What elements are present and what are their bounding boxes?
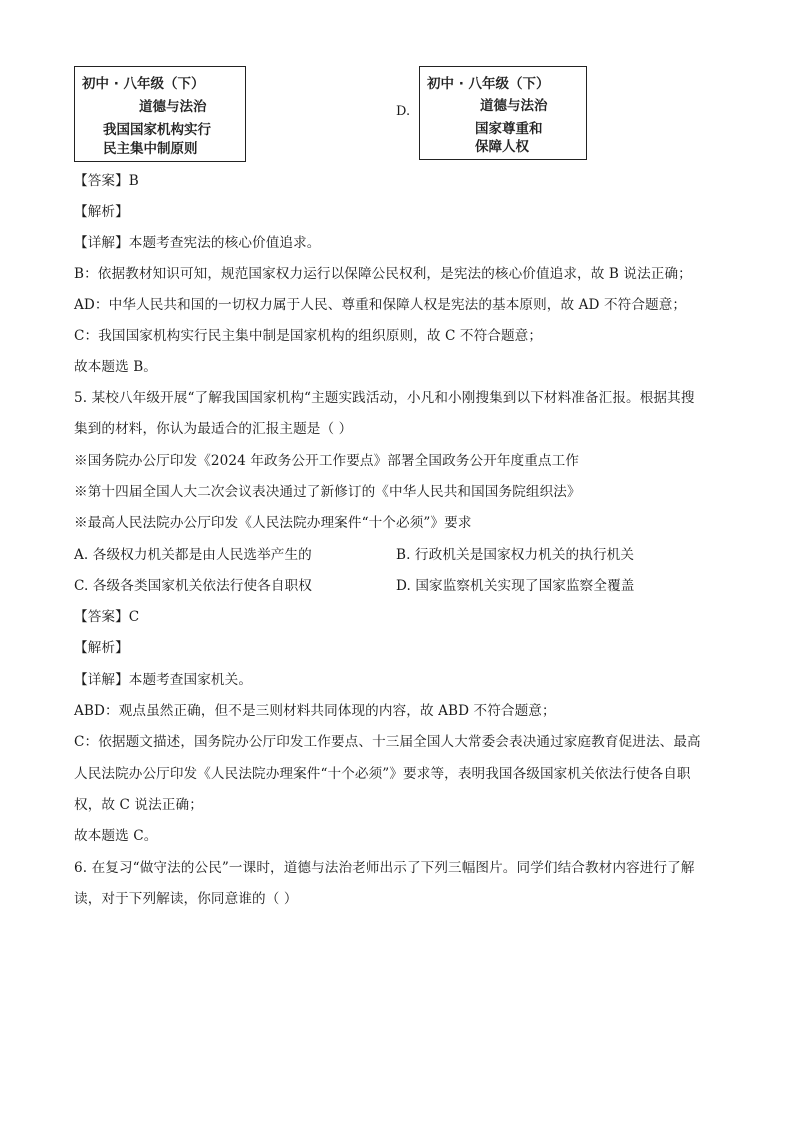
q5-stem-line1: 5. 某校八年级开展“了解我国国家机构“主题实践活动，小凡和小刚搜集到以下材料准备汇报。根据其搜 xyxy=(74,390,695,406)
q5-detail: 【详解】本题考查国家机关。 xyxy=(74,672,253,688)
card-topic-line1: 国家尊重和 xyxy=(475,121,543,137)
q5-explanation-c-line2: 人民法院办公厅印发《人民法院办理案件“十个必须”》要求等，表明我国各级国家机关依法行使各自职 xyxy=(74,766,691,782)
q5-explanation-c-line3: 权，故 C 说法正确； xyxy=(74,797,203,813)
card-topic-line2: 民主集中制原则 xyxy=(103,141,198,157)
q5-option-d: D. 国家监察机关实现了国家监察全覆盖 xyxy=(396,578,635,594)
q4-answer: 【答案】B xyxy=(74,173,139,189)
card-grade-label: 初中 · 八年级（下） xyxy=(82,76,205,92)
q5-option-c: C. 各级各类国家机关依法行使各自职权 xyxy=(74,578,312,594)
q4-explanation-c: C：我国国家机构实行民主集中制是国家机构的组织原则，故 C 不符合题意； xyxy=(74,328,543,344)
q5-stem-line2: 集到的材料，你认为最适合的汇报主题是（ ） xyxy=(74,421,353,437)
card-topic-line2: 保障人权 xyxy=(475,139,529,155)
option-d-image-card xyxy=(419,66,587,160)
card-grade-label: 初中 · 八年级（下） xyxy=(427,76,550,92)
card-subject-label: 道德与法治 xyxy=(480,98,548,114)
option-d-label: D. xyxy=(396,104,411,119)
card-topic-line1: 我国国家机构实行 xyxy=(103,122,211,138)
q5-explanation-c-line1: C：依据题文描述，国务院办公厅印发工作要点、十三届全国人大常委会表决通过家庭教育促进法、最高 xyxy=(74,734,701,750)
option-c-image-card xyxy=(74,66,246,162)
q6-stem-line2: 读，对于下列解读，你同意谁的（ ） xyxy=(74,891,298,907)
q5-material-1: ※国务院办公厅印发《2024 年政务公开工作要点》部署全国政务公开年度重点工作 xyxy=(74,453,580,469)
q5-material-3: ※最高人民法院办公厅印发《人民法院办理案件“十个必须”》要求 xyxy=(74,515,472,531)
q6-stem-line1: 6. 在复习“做守法的公民”一课时，道德与法治老师出示了下列三幅图片。同学们结合教材内容进行了解 xyxy=(74,860,695,876)
q5-material-2: ※第十四届全国人大二次会议表决通过了新修订的《中华人民共和国国务院组织法》 xyxy=(74,484,581,500)
q4-explanation-ad: AD：中华人民共和国的一切权力属于人民、尊重和保障人权是宪法的基本原则，故 AD 不符合题意； xyxy=(74,297,687,313)
q5-option-a: A. 各级权力机关都是由人民选举产生的 xyxy=(74,547,312,563)
q5-answer: 【答案】C xyxy=(74,609,140,625)
q5-analysis-heading: 【解析】 xyxy=(74,640,129,656)
q4-detail: 【详解】本题考查宪法的核心价值追求。 xyxy=(74,235,321,251)
q4-explanation-b: B：依据教材知识可知，规范国家权力运行以保障公民权利，是宪法的核心价值追求，故 B 说法正确； xyxy=(74,266,692,282)
q4-analysis-heading: 【解析】 xyxy=(74,204,129,220)
q5-conclusion: 故本题选 C。 xyxy=(74,828,158,844)
q5-explanation-abd: ABD：观点虽然正确，但不是三则材料共同体现的内容，故 ABD 不符合题意； xyxy=(74,703,556,719)
card-subject-label: 道德与法治 xyxy=(139,99,207,115)
q5-option-b: B. 行政机关是国家权力机关的执行机关 xyxy=(396,547,635,563)
q4-conclusion: 故本题选 B。 xyxy=(74,359,157,375)
